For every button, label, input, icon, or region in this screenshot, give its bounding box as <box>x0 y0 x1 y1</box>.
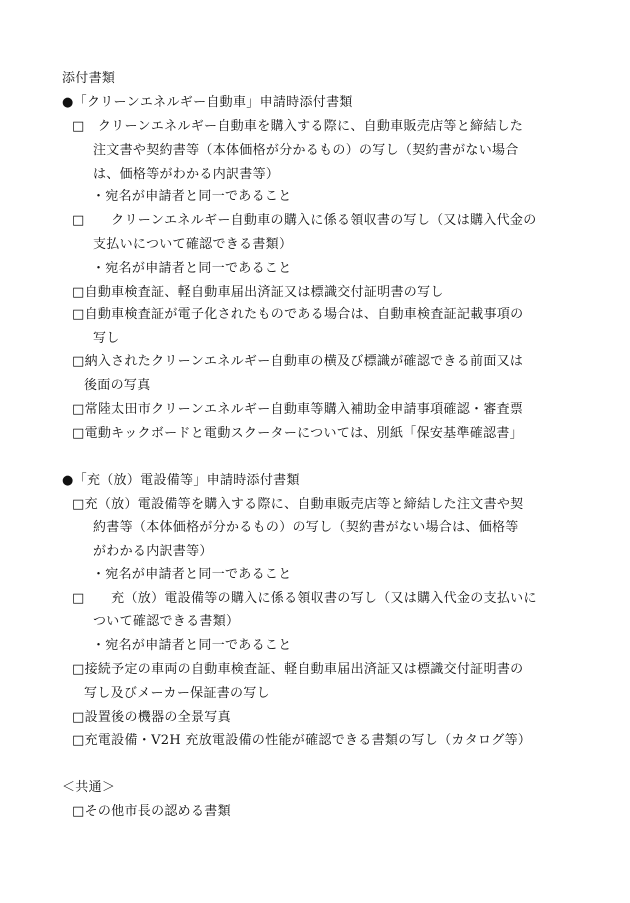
checkbox-item-text: 写し及びメーカー保証書の写し <box>84 686 270 701</box>
checkbox-item-text: □接続予定の車両の自動車検査証、軽自動車届出済証又は標識交付証明書の <box>72 662 524 677</box>
checkbox-item-text: 約書等（本体価格が分かるもの）の写し（契約書がない場合は、価格等 <box>93 520 519 535</box>
item-note: ・宛名が申請者と同一であること <box>92 638 292 653</box>
checkbox-item-text: □自動車検査証、軽自動車届出済証又は標識交付証明書の写し <box>72 285 444 300</box>
section-heading-charging-equipment: ●「充（放）電設備等」申請時添付書類 <box>62 473 300 488</box>
checkbox-item-text: □ クリーンエネルギー自動車の購入に係る領収書の写し（又は購入代金の <box>72 213 537 228</box>
checkbox-item-text: □常陸太田市クリーンエネルギー自動車等購入補助金申請事項確認・審査票 <box>72 402 524 417</box>
checkbox-item-text: □その他市長の認める書類 <box>72 804 231 819</box>
checkbox-item-text: 支払いについて確認できる書類） <box>93 237 293 252</box>
checkbox-item-text: □自動車検査証が電子化されたものである場合は、自動車検査証記載事項の <box>72 307 524 322</box>
item-note: ・宛名が申請者と同一であること <box>92 189 292 204</box>
item-note: ・宛名が申請者と同一であること <box>92 567 292 582</box>
checkbox-item-text: □ クリーンエネルギー自動車を購入する際に、自動車販売店等と締結した <box>72 119 524 134</box>
checkbox-item-text: □充（放）電設備等を購入する際に、自動車販売店等と締結した注文書や契 <box>72 497 524 512</box>
item-note: ・宛名が申請者と同一であること <box>92 261 292 276</box>
checkbox-item-text: 後面の写真 <box>84 378 151 393</box>
checkbox-item-text: □納入されたクリーンエネルギー自動車の横及び標識が確認できる前面又は <box>72 354 524 369</box>
checkbox-item-text: □電動キックボードと電動スクーターについては、別紙「保安基準確認書」 <box>72 426 523 441</box>
checkbox-item-text: □設置後の機器の全景写真 <box>72 710 231 725</box>
document-title: 添付書類 <box>62 71 116 86</box>
checkbox-item-text: 注文書や契約書等（本体価格が分かるもの）の写し（契約書がない場合 <box>93 143 519 158</box>
section-heading-common: ＜共通＞ <box>62 780 116 795</box>
checkbox-item-text: 写し <box>93 331 120 346</box>
checkbox-item-text: は、価格等がわかる内訳書等） <box>93 167 280 182</box>
checkbox-item-text: がわかる内訳書等） <box>93 544 213 559</box>
checkbox-item-text: □ 充（放）電設備等の購入に係る領収書の写し（又は購入代金の支払いに <box>72 591 537 606</box>
section-heading-clean-energy-vehicle: ●「クリーンエネルギー自動車」申請時添付書類 <box>62 95 353 110</box>
checkbox-item-text: □充電設備・V2H 充放電設備の性能が確認できる書類の写し（カタログ等） <box>72 733 532 748</box>
checkbox-item-text: ついて確認できる書類） <box>93 614 240 629</box>
